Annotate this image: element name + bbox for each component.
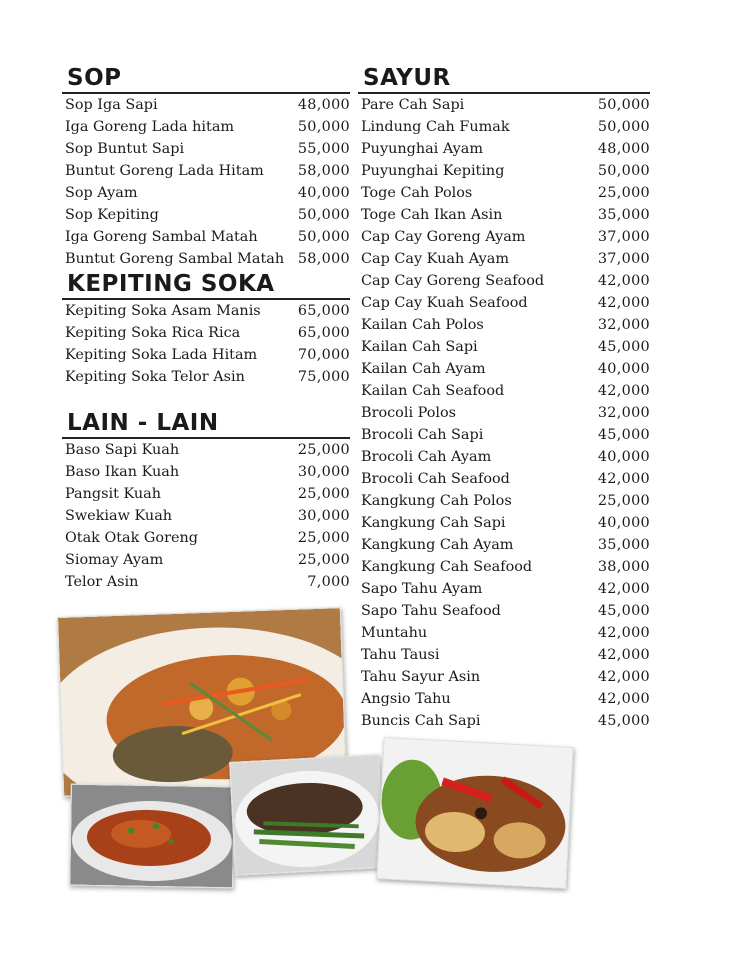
menu-item: [361, 556, 650, 578]
menu-item-name: Cap Cay Kuah Ayam: [361, 251, 509, 267]
menu-item: [361, 314, 650, 336]
menu-item-price: 40,000: [597, 449, 650, 465]
menu-item: [361, 380, 650, 402]
menu-item-price: 50,000: [597, 97, 650, 113]
menu-item: [361, 446, 650, 468]
menu-item: [65, 439, 350, 461]
section-title-sayur: SAYUR: [358, 64, 650, 94]
sauce-dish-photo: [69, 784, 235, 889]
menu-item-price: 50,000: [297, 207, 350, 223]
menu-item: [361, 182, 650, 204]
menu-item: [65, 366, 350, 388]
menu-item: [65, 182, 350, 204]
left-column: [62, 64, 350, 593]
menu-item-price: 42,000: [597, 383, 650, 399]
menu-item-name: Toge Cah Polos: [361, 185, 473, 201]
menu-item-price: 37,000: [597, 229, 650, 245]
menu-item-name: Kangkung Cah Seafood: [361, 559, 533, 575]
menu-item-name: Puyunghai Kepiting: [361, 163, 505, 179]
menu-item: [65, 226, 350, 248]
menu-item: [65, 94, 350, 116]
menu-item: [361, 424, 650, 446]
menu-item-price: 25,000: [597, 493, 650, 509]
menu-list-sayur: [358, 94, 650, 732]
menu-item-name: Cap Cay Goreng Seafood: [361, 273, 545, 289]
menu-item-price: 38,000: [597, 559, 650, 575]
menu-item-name: Kangkung Cah Polos: [361, 493, 512, 509]
section-lain-lain: [62, 409, 350, 593]
menu-item-price: 42,000: [597, 295, 650, 311]
menu-item-name: Brocoli Cah Sapi: [361, 427, 484, 443]
menu-list-lain-lain: [62, 439, 350, 593]
menu-list-kepiting-soka: [62, 300, 350, 388]
menu-item-name: Brocoli Cah Seafood: [361, 471, 510, 487]
menu-item-price: 58,000: [297, 163, 350, 179]
menu-item-name: Iga Goreng Sambal Matah: [65, 229, 258, 245]
menu-item-price: 42,000: [597, 471, 650, 487]
menu-item-price: 32,000: [597, 405, 650, 421]
menu-item: [361, 292, 650, 314]
menu-item-price: 50,000: [597, 119, 650, 135]
menu-item-price: 42,000: [597, 691, 650, 707]
menu-list-sop: [62, 94, 350, 270]
menu-item-price: 48,000: [297, 97, 350, 113]
menu-item-price: 25,000: [297, 442, 350, 458]
menu-item: [65, 527, 350, 549]
menu-item: [361, 688, 650, 710]
menu-item-name: Brocoli Cah Ayam: [361, 449, 492, 465]
menu-item-name: Brocoli Polos: [361, 405, 457, 421]
menu-item-price: 48,000: [597, 141, 650, 157]
menu-item-name: Tahu Sayur Asin: [361, 669, 481, 685]
section-kepiting-soka: [62, 270, 350, 388]
menu-item-name: Tahu Tausi: [361, 647, 440, 663]
menu-item-name: Pare Cah Sapi: [361, 97, 465, 113]
menu-item: [361, 644, 650, 666]
menu-item-price: 58,000: [297, 251, 350, 267]
menu-item-price: 32,000: [597, 317, 650, 333]
menu-item: [361, 94, 650, 116]
menu-item: [65, 483, 350, 505]
menu-item-price: 45,000: [597, 603, 650, 619]
menu-item: [361, 270, 650, 292]
menu-item: [65, 204, 350, 226]
menu-item-price: 7,000: [307, 574, 350, 590]
menu-item-price: 65,000: [297, 303, 350, 319]
menu-item-price: 50,000: [597, 163, 650, 179]
menu-item-name: Kepiting Soka Lada Hitam: [65, 347, 258, 363]
menu-item: [361, 358, 650, 380]
green-beans-beef-photo: [229, 754, 385, 876]
menu-item-price: 35,000: [597, 537, 650, 553]
menu-item-name: Pangsit Kuah: [65, 486, 161, 502]
menu-item: [361, 138, 650, 160]
menu-item-price: 70,000: [297, 347, 350, 363]
section-title-lain-lain: LAIN - LAIN: [62, 409, 350, 439]
menu-item-name: Otak Otak Goreng: [65, 530, 198, 546]
menu-item: [65, 461, 350, 483]
menu-item-name: Sapo Tahu Ayam: [361, 581, 483, 597]
menu-item-name: Sapo Tahu Seafood: [361, 603, 501, 619]
section-sayur: [358, 64, 650, 732]
menu-item: [65, 322, 350, 344]
menu-item-price: 35,000: [597, 207, 650, 223]
menu-item-name: Kangkung Cah Ayam: [361, 537, 514, 553]
menu-item-price: 45,000: [597, 427, 650, 443]
menu-item-price: 40,000: [297, 185, 350, 201]
menu-item-price: 40,000: [597, 515, 650, 531]
section-sop: [62, 64, 350, 270]
menu-item-name: Kepiting Soka Telor Asin: [65, 369, 245, 385]
menu-item-price: 25,000: [597, 185, 650, 201]
menu-item: [65, 505, 350, 527]
menu-item: [361, 512, 650, 534]
menu-item-name: Swekiaw Kuah: [65, 508, 173, 524]
menu-item-name: Buncis Cah Sapi: [361, 713, 481, 729]
menu-item-name: Buntut Goreng Sambal Matah: [65, 251, 285, 267]
menu-item-name: Puyunghai Ayam: [361, 141, 484, 157]
menu-item-name: Toge Cah Ikan Asin: [361, 207, 503, 223]
menu-item-name: Iga Goreng Lada hitam: [65, 119, 235, 135]
menu-item-price: 25,000: [297, 530, 350, 546]
menu-item-name: Kailan Cah Sapi: [361, 339, 478, 355]
menu-item-name: Angsio Tahu: [361, 691, 451, 707]
menu-item: [361, 160, 650, 182]
menu-item-name: Kepiting Soka Asam Manis: [65, 303, 261, 319]
menu-item-price: 50,000: [297, 229, 350, 245]
menu-item: [361, 204, 650, 226]
menu-item: [361, 622, 650, 644]
menu-item: [65, 571, 350, 593]
menu-item-price: 30,000: [297, 508, 350, 524]
menu-item-name: Lindung Cah Fumak: [361, 119, 510, 135]
menu-item-price: 40,000: [597, 361, 650, 377]
menu-item-price: 42,000: [597, 581, 650, 597]
menu-item-price: 25,000: [297, 552, 350, 568]
menu-item-name: Kepiting Soka Rica Rica: [65, 325, 241, 341]
menu-item: [65, 549, 350, 571]
menu-item-price: 45,000: [597, 339, 650, 355]
menu-item: [361, 468, 650, 490]
menu-item-price: 42,000: [597, 669, 650, 685]
menu-item-name: Buntut Goreng Lada Hitam: [65, 163, 264, 179]
menu-item: [65, 248, 350, 270]
menu-item-price: 25,000: [297, 486, 350, 502]
menu-item-name: Sop Buntut Sapi: [65, 141, 185, 157]
menu-item-name: Baso Ikan Kuah: [65, 464, 180, 480]
menu-item-name: Kangkung Cah Sapi: [361, 515, 506, 531]
menu-item-price: 42,000: [597, 647, 650, 663]
menu-item: [361, 116, 650, 138]
menu-item-name: Siomay Ayam: [65, 552, 164, 568]
menu-item-price: 30,000: [297, 464, 350, 480]
menu-item-name: Cap Cay Goreng Ayam: [361, 229, 526, 245]
menu-item-price: 55,000: [297, 141, 350, 157]
menu-item: [65, 160, 350, 182]
menu-item: [361, 534, 650, 556]
menu-item-price: 45,000: [597, 713, 650, 729]
menu-item-name: Kailan Cah Ayam: [361, 361, 486, 377]
menu-item: [65, 116, 350, 138]
menu-item-price: 75,000: [297, 369, 350, 385]
menu-item: [361, 226, 650, 248]
menu-item-name: Kailan Cah Seafood: [361, 383, 505, 399]
menu-item: [361, 710, 650, 732]
menu-item: [361, 336, 650, 358]
fried-tofu-chili-photo: [376, 737, 573, 889]
menu-item-price: 42,000: [597, 625, 650, 641]
menu-item: [65, 344, 350, 366]
menu-item-name: Cap Cay Kuah Seafood: [361, 295, 528, 311]
menu-item-name: Baso Sapi Kuah: [65, 442, 180, 458]
menu-item: [361, 666, 650, 688]
menu-item-name: Muntahu: [361, 625, 428, 641]
right-column: [358, 64, 650, 732]
menu-item: [65, 300, 350, 322]
menu-item: [361, 248, 650, 270]
menu-item-name: Sop Ayam: [65, 185, 138, 201]
section-title-kepiting-soka: KEPITING SOKA: [62, 270, 350, 300]
menu-item-name: Telor Asin: [65, 574, 139, 590]
menu-item: [361, 578, 650, 600]
menu-item: [361, 402, 650, 424]
menu-item-price: 37,000: [597, 251, 650, 267]
menu-item-name: Sop Iga Sapi: [65, 97, 158, 113]
menu-item-name: Kailan Cah Polos: [361, 317, 484, 333]
menu-item: [361, 490, 650, 512]
menu-item-price: 42,000: [597, 273, 650, 289]
section-title-sop: SOP: [62, 64, 350, 94]
menu-item-price: 65,000: [297, 325, 350, 341]
menu-item: [361, 600, 650, 622]
menu-item-name: Sop Kepiting: [65, 207, 159, 223]
menu-item: [65, 138, 350, 160]
menu-item-price: 50,000: [297, 119, 350, 135]
